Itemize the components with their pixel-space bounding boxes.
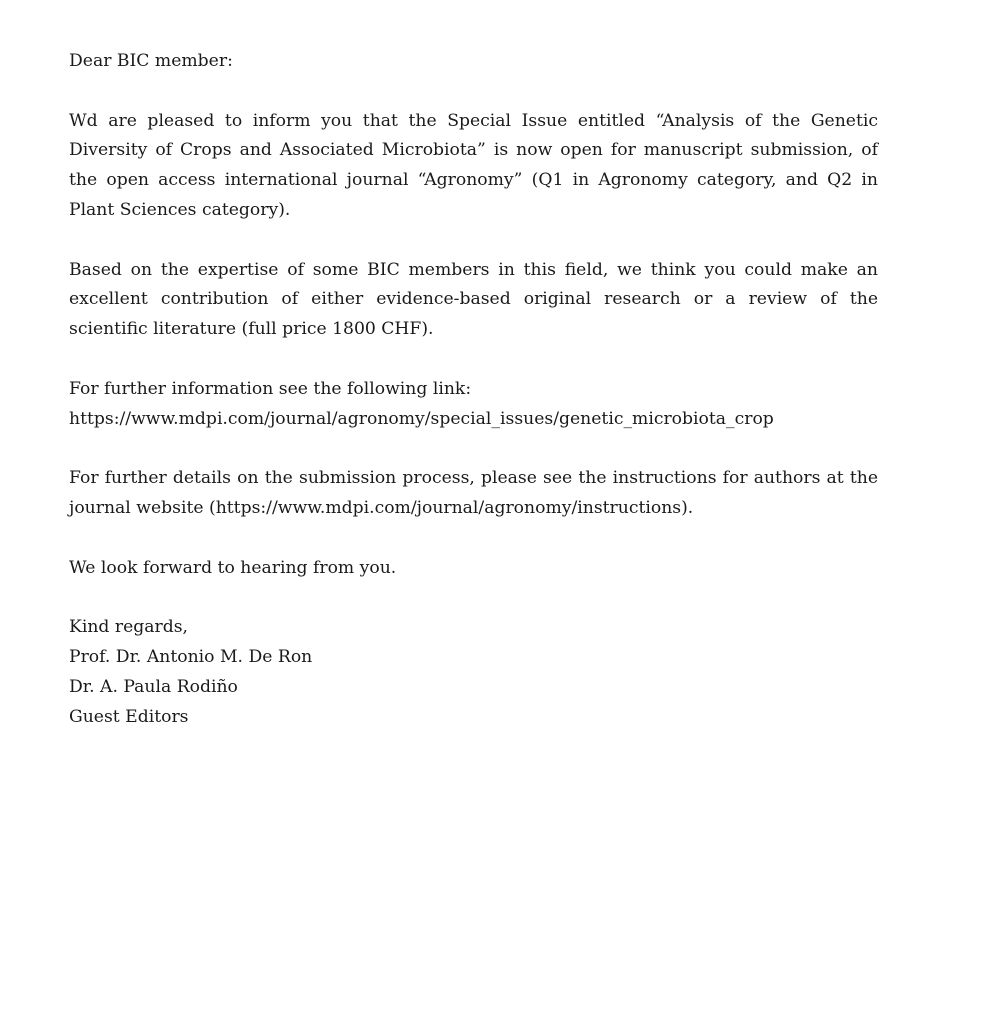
signatory-role: Guest Editors xyxy=(69,706,189,727)
signatory-1: Prof. Dr. Antonio M. De Ron xyxy=(69,646,313,667)
salutation: Dear BIC member: xyxy=(69,51,233,71)
letter-body xyxy=(69,47,878,762)
paragraph-invitation: Based on the expertise of some BIC members in this field, we think you could make an excellent contribution of either evidence-based original research or a review of the scientific literature (full price 1800 CHF). xyxy=(69,259,878,340)
paragraph-closing-remark: We look forward to hearing from you. xyxy=(69,557,397,578)
signatory-2: Dr. A. Paula Rodiño xyxy=(69,676,238,697)
further-information-text: For further information see the following link: xyxy=(69,378,472,399)
signature-block xyxy=(69,613,878,732)
paragraph-submission-details: For further details on the submission process, please see the instructions for authors at the journal website (https://www.mdpi.com/journal/agronomy/instructions). xyxy=(69,468,878,518)
special-issue-link[interactable]: https://www.mdpi.com/journal/agronomy/special_issues/genetic_microbiota_crop xyxy=(69,408,774,429)
paragraph-announcement: Wd are pleased to inform you that the Special Issue entitled “Analysis of the Genetic Diversity of Crops and Associated Microbiota” is now open for manuscript submission, of the open access international journal “Agronomy” (Q1 in Agronomy category, and Q2 in Plant Sciences category). xyxy=(69,110,878,220)
closing-phrase: Kind regards, xyxy=(69,617,189,638)
paragraph-further-information xyxy=(69,375,878,435)
